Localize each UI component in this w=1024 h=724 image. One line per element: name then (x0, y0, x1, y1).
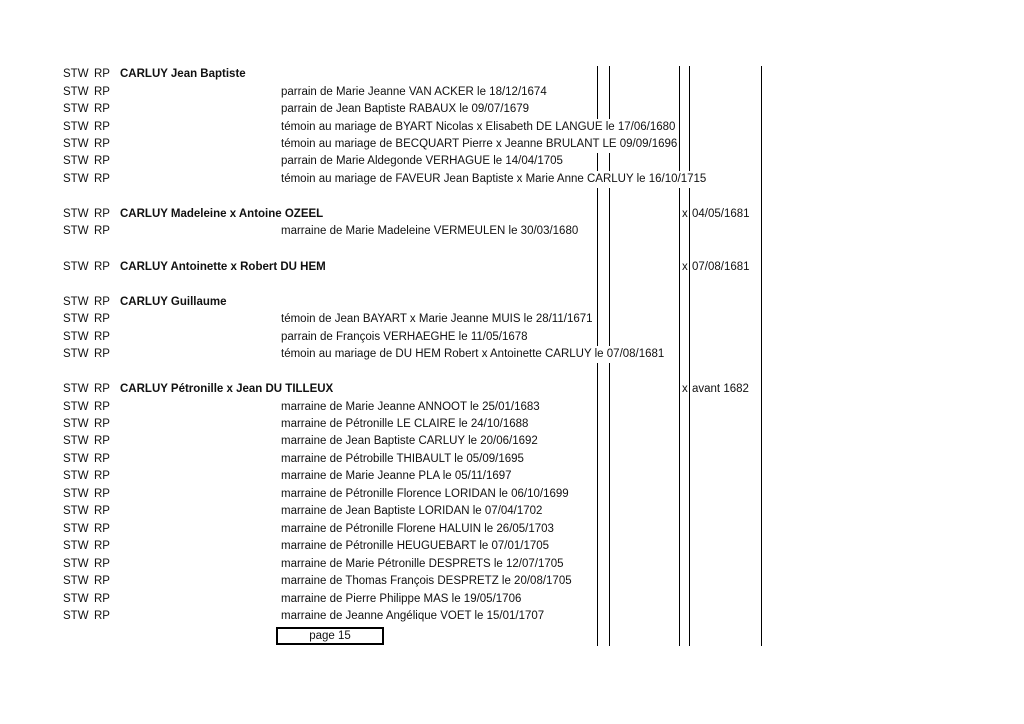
table-row (0, 538, 1024, 555)
table-row (0, 136, 1024, 153)
entry-type: RP (94, 331, 110, 343)
entry-source: STW (63, 401, 89, 413)
table-row (0, 101, 1024, 118)
entry-description: témoin au mariage de FAVEUR Jean Baptiste x Marie Anne CARLUY le 16/10/1715 (281, 171, 707, 188)
entry-type: RP (94, 173, 110, 185)
entry-type: RP (94, 418, 110, 430)
entry-source: STW (63, 68, 89, 80)
entry-description: marraine de Pétronille HEUGUEBART le 07/01/1705 (281, 540, 550, 552)
entry-description: marraine de Pétronille LE CLAIRE le 24/10/1688 (281, 418, 529, 430)
table-row (0, 84, 1024, 101)
entry-type: RP (94, 296, 110, 308)
entry-name: CARLUY Pétronille x Jean DU TILLEUX (120, 383, 334, 395)
entry-source: STW (63, 418, 89, 430)
table-row (0, 521, 1024, 538)
entry-source: STW (63, 296, 89, 308)
entry-source: STW (63, 348, 89, 360)
entry-description: marraine de Thomas François DESPRETZ le 20/08/1705 (281, 575, 572, 587)
entry-type: RP (94, 68, 110, 80)
entry-type: RP (94, 540, 110, 552)
entry-description: marraine de Pétronille Florene HALUIN le 26/05/1703 (281, 523, 554, 535)
entry-description: marraine de Marie Pétronille DESPRETS le 12/07/1705 (281, 558, 564, 570)
entry-source: STW (63, 470, 89, 482)
entry-description: parrain de François VERHAEGHE le 11/05/1678 (281, 331, 528, 343)
entry-source: STW (63, 453, 89, 465)
entry-source: STW (63, 435, 89, 447)
entry-source: STW (63, 121, 89, 133)
entry-source: STW (63, 593, 89, 605)
table-row (0, 119, 1024, 136)
entry-source: STW (63, 173, 89, 185)
entry-source: STW (63, 505, 89, 517)
entry-type: RP (94, 505, 110, 517)
entry-description: parrain de Marie Jeanne VAN ACKER le 18/12/1674 (281, 86, 547, 98)
entry-source: STW (63, 138, 89, 150)
entry-description: marraine de Jeanne Angélique VOET le 15/01/1707 (281, 610, 545, 622)
entry-marriage-mark: x (682, 208, 688, 220)
table-row (0, 451, 1024, 468)
entry-date: 04/05/1681 (692, 208, 750, 220)
entry-source: STW (63, 331, 89, 343)
entry-type: RP (94, 313, 110, 325)
entry-source: STW (63, 208, 89, 220)
entry-marriage-mark: x (682, 383, 688, 395)
entry-type: RP (94, 593, 110, 605)
table-row (0, 503, 1024, 520)
table-row (0, 399, 1024, 416)
table-row (0, 346, 1024, 363)
entry-description: témoin de Jean BAYART x Marie Jeanne MUIS le 28/11/1671 (281, 313, 593, 325)
entry-description: témoin au mariage de DU HEM Robert x Antoinette CARLUY le 07/08/1681 (281, 346, 665, 363)
entry-type: RP (94, 121, 110, 133)
table-row (0, 433, 1024, 450)
entry-type: RP (94, 453, 110, 465)
entry-date: avant 1682 (692, 383, 749, 395)
page-number: page 15 (309, 630, 351, 642)
table-row (0, 311, 1024, 328)
entry-marriage-mark: x (682, 261, 688, 273)
entry-type: RP (94, 348, 110, 360)
table-row (0, 573, 1024, 590)
entry-source: STW (63, 155, 89, 167)
table-row (0, 223, 1024, 240)
table-row (0, 608, 1024, 625)
entry-source: STW (63, 86, 89, 98)
entry-type: RP (94, 155, 110, 167)
entry-type: RP (94, 225, 110, 237)
table-row (0, 381, 1024, 398)
entry-type: RP (94, 470, 110, 482)
entry-name: CARLUY Jean Baptiste (120, 68, 246, 80)
table-row (0, 153, 1024, 170)
entry-source: STW (63, 225, 89, 237)
entry-description: témoin au mariage de BECQUART Pierre x Jeanne BRULANT LE 09/09/1696 (281, 136, 678, 153)
table-row (0, 591, 1024, 608)
entry-source: STW (63, 313, 89, 325)
entry-type: RP (94, 383, 110, 395)
entry-source: STW (63, 261, 89, 273)
entry-name: CARLUY Antoinette x Robert DU HEM (120, 261, 326, 273)
entry-description: marraine de Pétrobille THIBAULT le 05/09/1695 (281, 453, 524, 465)
entry-date: 07/08/1681 (692, 261, 750, 273)
entry-source: STW (63, 488, 89, 500)
entry-source: STW (63, 558, 89, 570)
entry-type: RP (94, 86, 110, 98)
table-row (0, 556, 1024, 573)
entry-name: CARLUY Madeleine x Antoine OZEEL (120, 208, 324, 220)
entry-source: STW (63, 575, 89, 587)
table-row (0, 416, 1024, 433)
entry-type: RP (94, 103, 110, 115)
entry-description: marraine de Marie Jeanne ANNOOT le 25/01/1683 (281, 401, 540, 413)
table-row (0, 329, 1024, 346)
entry-type: RP (94, 208, 110, 220)
table-row (0, 66, 1024, 83)
entry-description: parrain de Marie Aldegonde VERHAGUE le 14/04/1705 (281, 155, 563, 167)
table-row (0, 486, 1024, 503)
entry-type: RP (94, 558, 110, 570)
entry-type: RP (94, 610, 110, 622)
entry-description: marraine de Jean Baptiste LORIDAN le 07/04/1702 (281, 505, 543, 517)
entry-source: STW (63, 540, 89, 552)
entry-name: CARLUY Guillaume (120, 296, 227, 308)
entry-type: RP (94, 488, 110, 500)
entry-type: RP (94, 523, 110, 535)
entry-source: STW (63, 383, 89, 395)
entry-description: marraine de Jean Baptiste CARLUY le 20/06/1692 (281, 435, 538, 447)
entry-description: parrain de Jean Baptiste RABAUX le 09/07/1679 (281, 103, 530, 115)
entry-description: marraine de Marie Jeanne PLA le 05/11/1697 (281, 470, 512, 482)
entry-type: RP (94, 261, 110, 273)
entry-type: RP (94, 575, 110, 587)
table-row (0, 468, 1024, 485)
entry-type: RP (94, 401, 110, 413)
table-row (0, 171, 1024, 188)
entry-description: marraine de Marie Madeleine VERMEULEN le 30/03/1680 (281, 225, 579, 237)
table-row (0, 259, 1024, 276)
entry-description: témoin au mariage de BYART Nicolas x Elisabeth DE LANGUE le 17/06/1680 (281, 119, 676, 136)
entry-source: STW (63, 103, 89, 115)
entry-type: RP (94, 138, 110, 150)
table-row (0, 206, 1024, 223)
entry-type: RP (94, 435, 110, 447)
entry-description: marraine de Pierre Philippe MAS le 19/05/1706 (281, 593, 522, 605)
entry-source: STW (63, 523, 89, 535)
table-row (0, 294, 1024, 311)
entry-description: marraine de Pétronille Florence LORIDAN le 06/10/1699 (281, 488, 569, 500)
entry-source: STW (63, 610, 89, 622)
page-number-box (276, 627, 384, 645)
